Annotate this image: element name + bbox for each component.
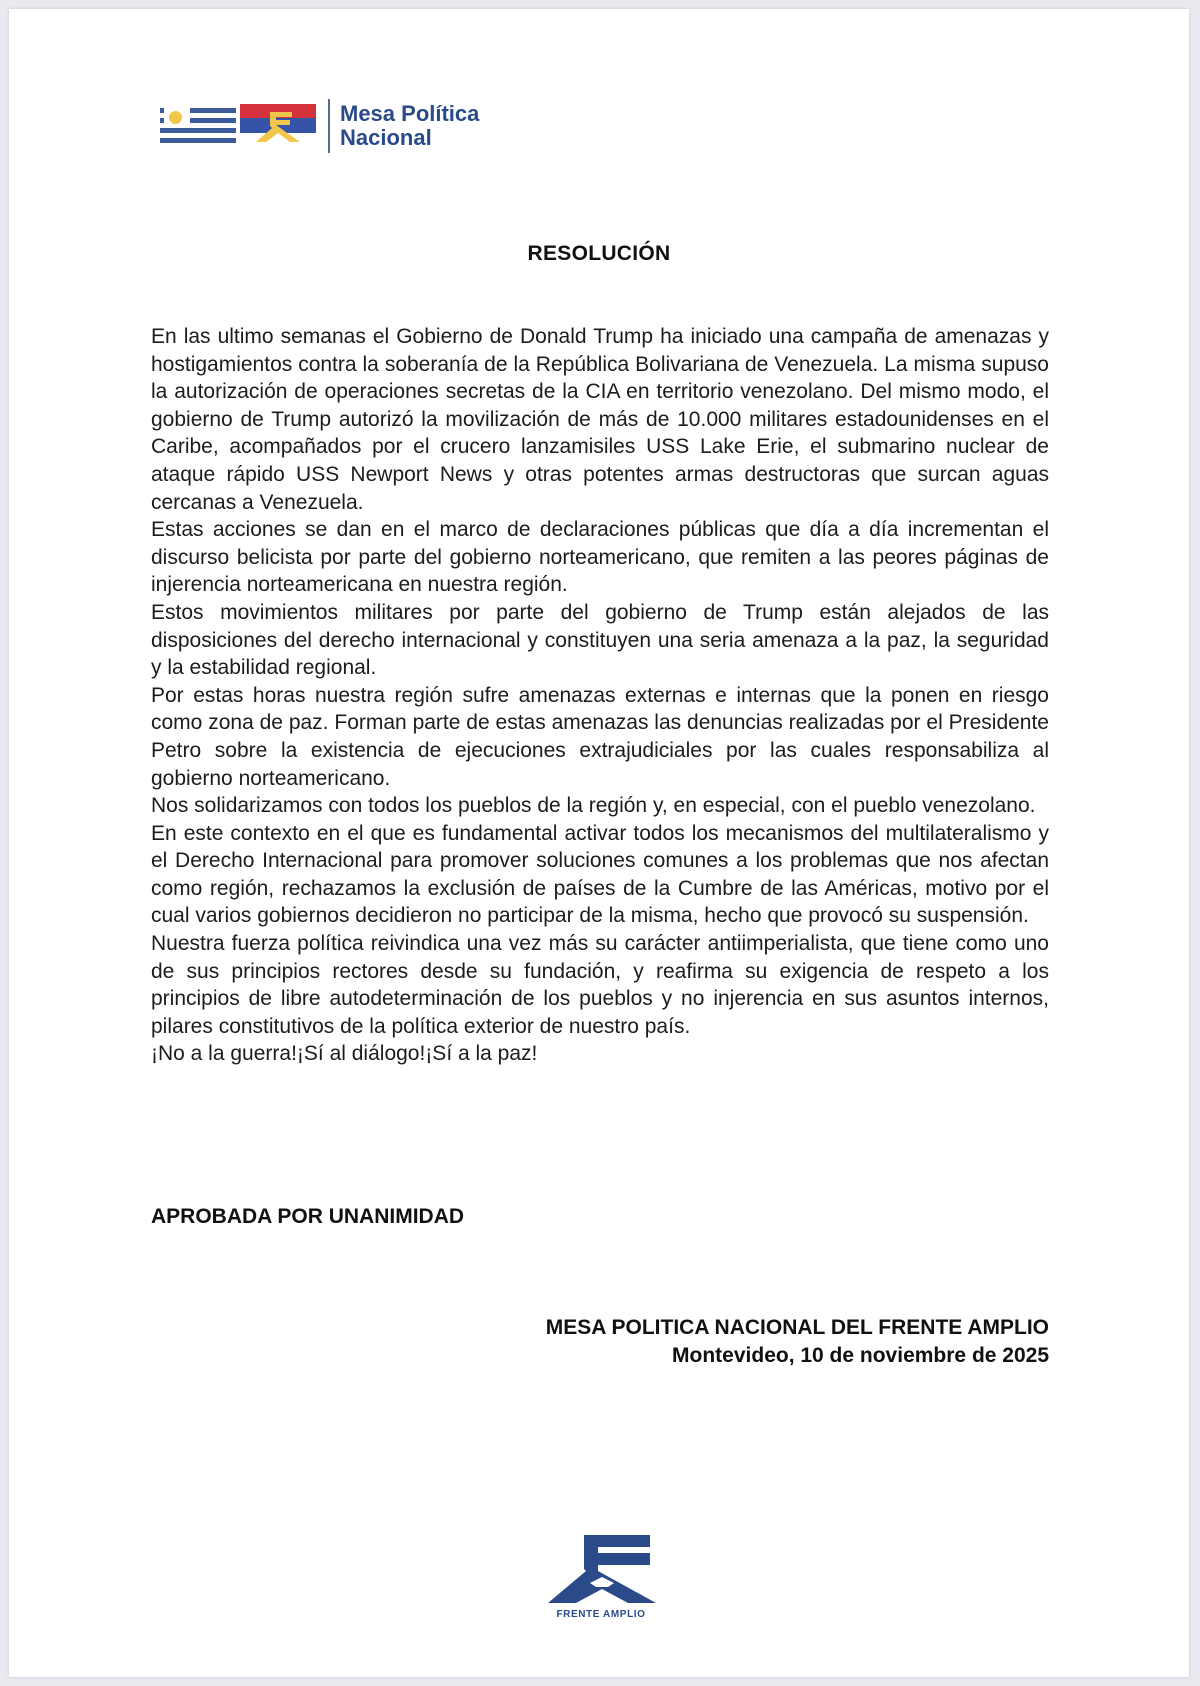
paragraph: Nos solidarizamos con todos los pueblos de la región y, en especial, con el pueblo venezolano. xyxy=(151,794,1036,818)
uruguay-flag-icon xyxy=(160,104,236,148)
logo-divider xyxy=(328,99,330,153)
signature-org: MESA POLITICA NACIONAL DEL FRENTE AMPLIO xyxy=(545,1316,1049,1339)
frente-amplio-emblem-icon xyxy=(546,1531,656,1607)
org-name-line2: Nacional xyxy=(340,125,432,150)
footer-logo-text: FRENTE AMPLIO xyxy=(556,1609,646,1620)
document-body xyxy=(151,323,1049,1068)
approval-status: APROBADA POR UNANIMIDAD xyxy=(151,1205,465,1228)
org-name-line1: Mesa Política xyxy=(340,101,480,126)
frente-amplio-logo xyxy=(546,1531,656,1627)
paragraph: En las ultimo semanas el Gobierno de Donald Trump ha iniciado una campaña de amenazas y hostigamientos contra la soberanía de la República Bolivariana de Venezuela. La misma supuso la autorización de operaciones secretas de la CIA en territorio venezolano. Del mismo modo, el gobierno de Trump autorizó la movilización de más de 10.000 militares estadounidenses en el Caribe, acompañados por el crucero lanzamisiles USS Lake Erie, el submarino nuclear de ataque rápido USS Newport News y otras potentes armas destructoras que surcan aguas cercanas a Venezuela. xyxy=(151,325,1049,514)
signature-place-date: Montevideo, 10 de noviembre de 2025 xyxy=(672,1344,1049,1367)
signature-block xyxy=(546,1314,1049,1370)
document-title: RESOLUCIÓN xyxy=(527,242,671,265)
paragraph: Estos movimientos militares por parte del gobierno de Trump están alejados de las disposiciones del derecho internacional y constituyen una seria amenaza a la paz, la seguridad y la estabilidad regional. xyxy=(151,600,1049,680)
document-page xyxy=(9,9,1189,1677)
header-logo xyxy=(160,97,479,155)
paragraph: Nuestra fuerza política reivindica una vez más su carácter antiimperialista, que tiene como uno de sus principios rectores desde su fundación, y reafirma su exigencia de respeto a los principios de libre autodeterminación de los pueblos y no injerencia en sus asuntos internos, pilares constitutivos de la política exterior de nuestro país. xyxy=(151,932,1049,1038)
paragraph: Por estas horas nuestra región sufre amenazas externas e internas que la ponen en riesgo como zona de paz. Forman parte de estas amenazas las denuncias realizadas por el Presidente Petro sobre la existencia de ejecuciones extrajudiciales por las cuales responsabiliza al gobierno norteamericano. xyxy=(151,683,1049,790)
paragraph-closing: ¡No a la guerra!¡Sí al diálogo!¡Sí a la paz! xyxy=(151,1042,538,1066)
org-name xyxy=(340,102,479,150)
paragraph: Estas acciones se dan en el marco de declaraciones públicas que día a día incrementan el discurso belicista por parte del gobierno norteamericano, que remiten a las peores páginas de injerencia norteamericana en nuestra región. xyxy=(151,518,1049,597)
frente-amplio-flag-icon xyxy=(240,104,316,148)
paragraph: En este contexto en el que es fundamental activar todos los mecanismos del multilateralismo y el Derecho Internacional para promover soluciones comunes a los problemas que nos afectan como región, rechazamos la exclusión de países de la Cumbre de las Américas, motivo por el cual varios gobiernos decidieron no participar de la misma, hecho que provocó su suspensión. xyxy=(151,821,1049,928)
